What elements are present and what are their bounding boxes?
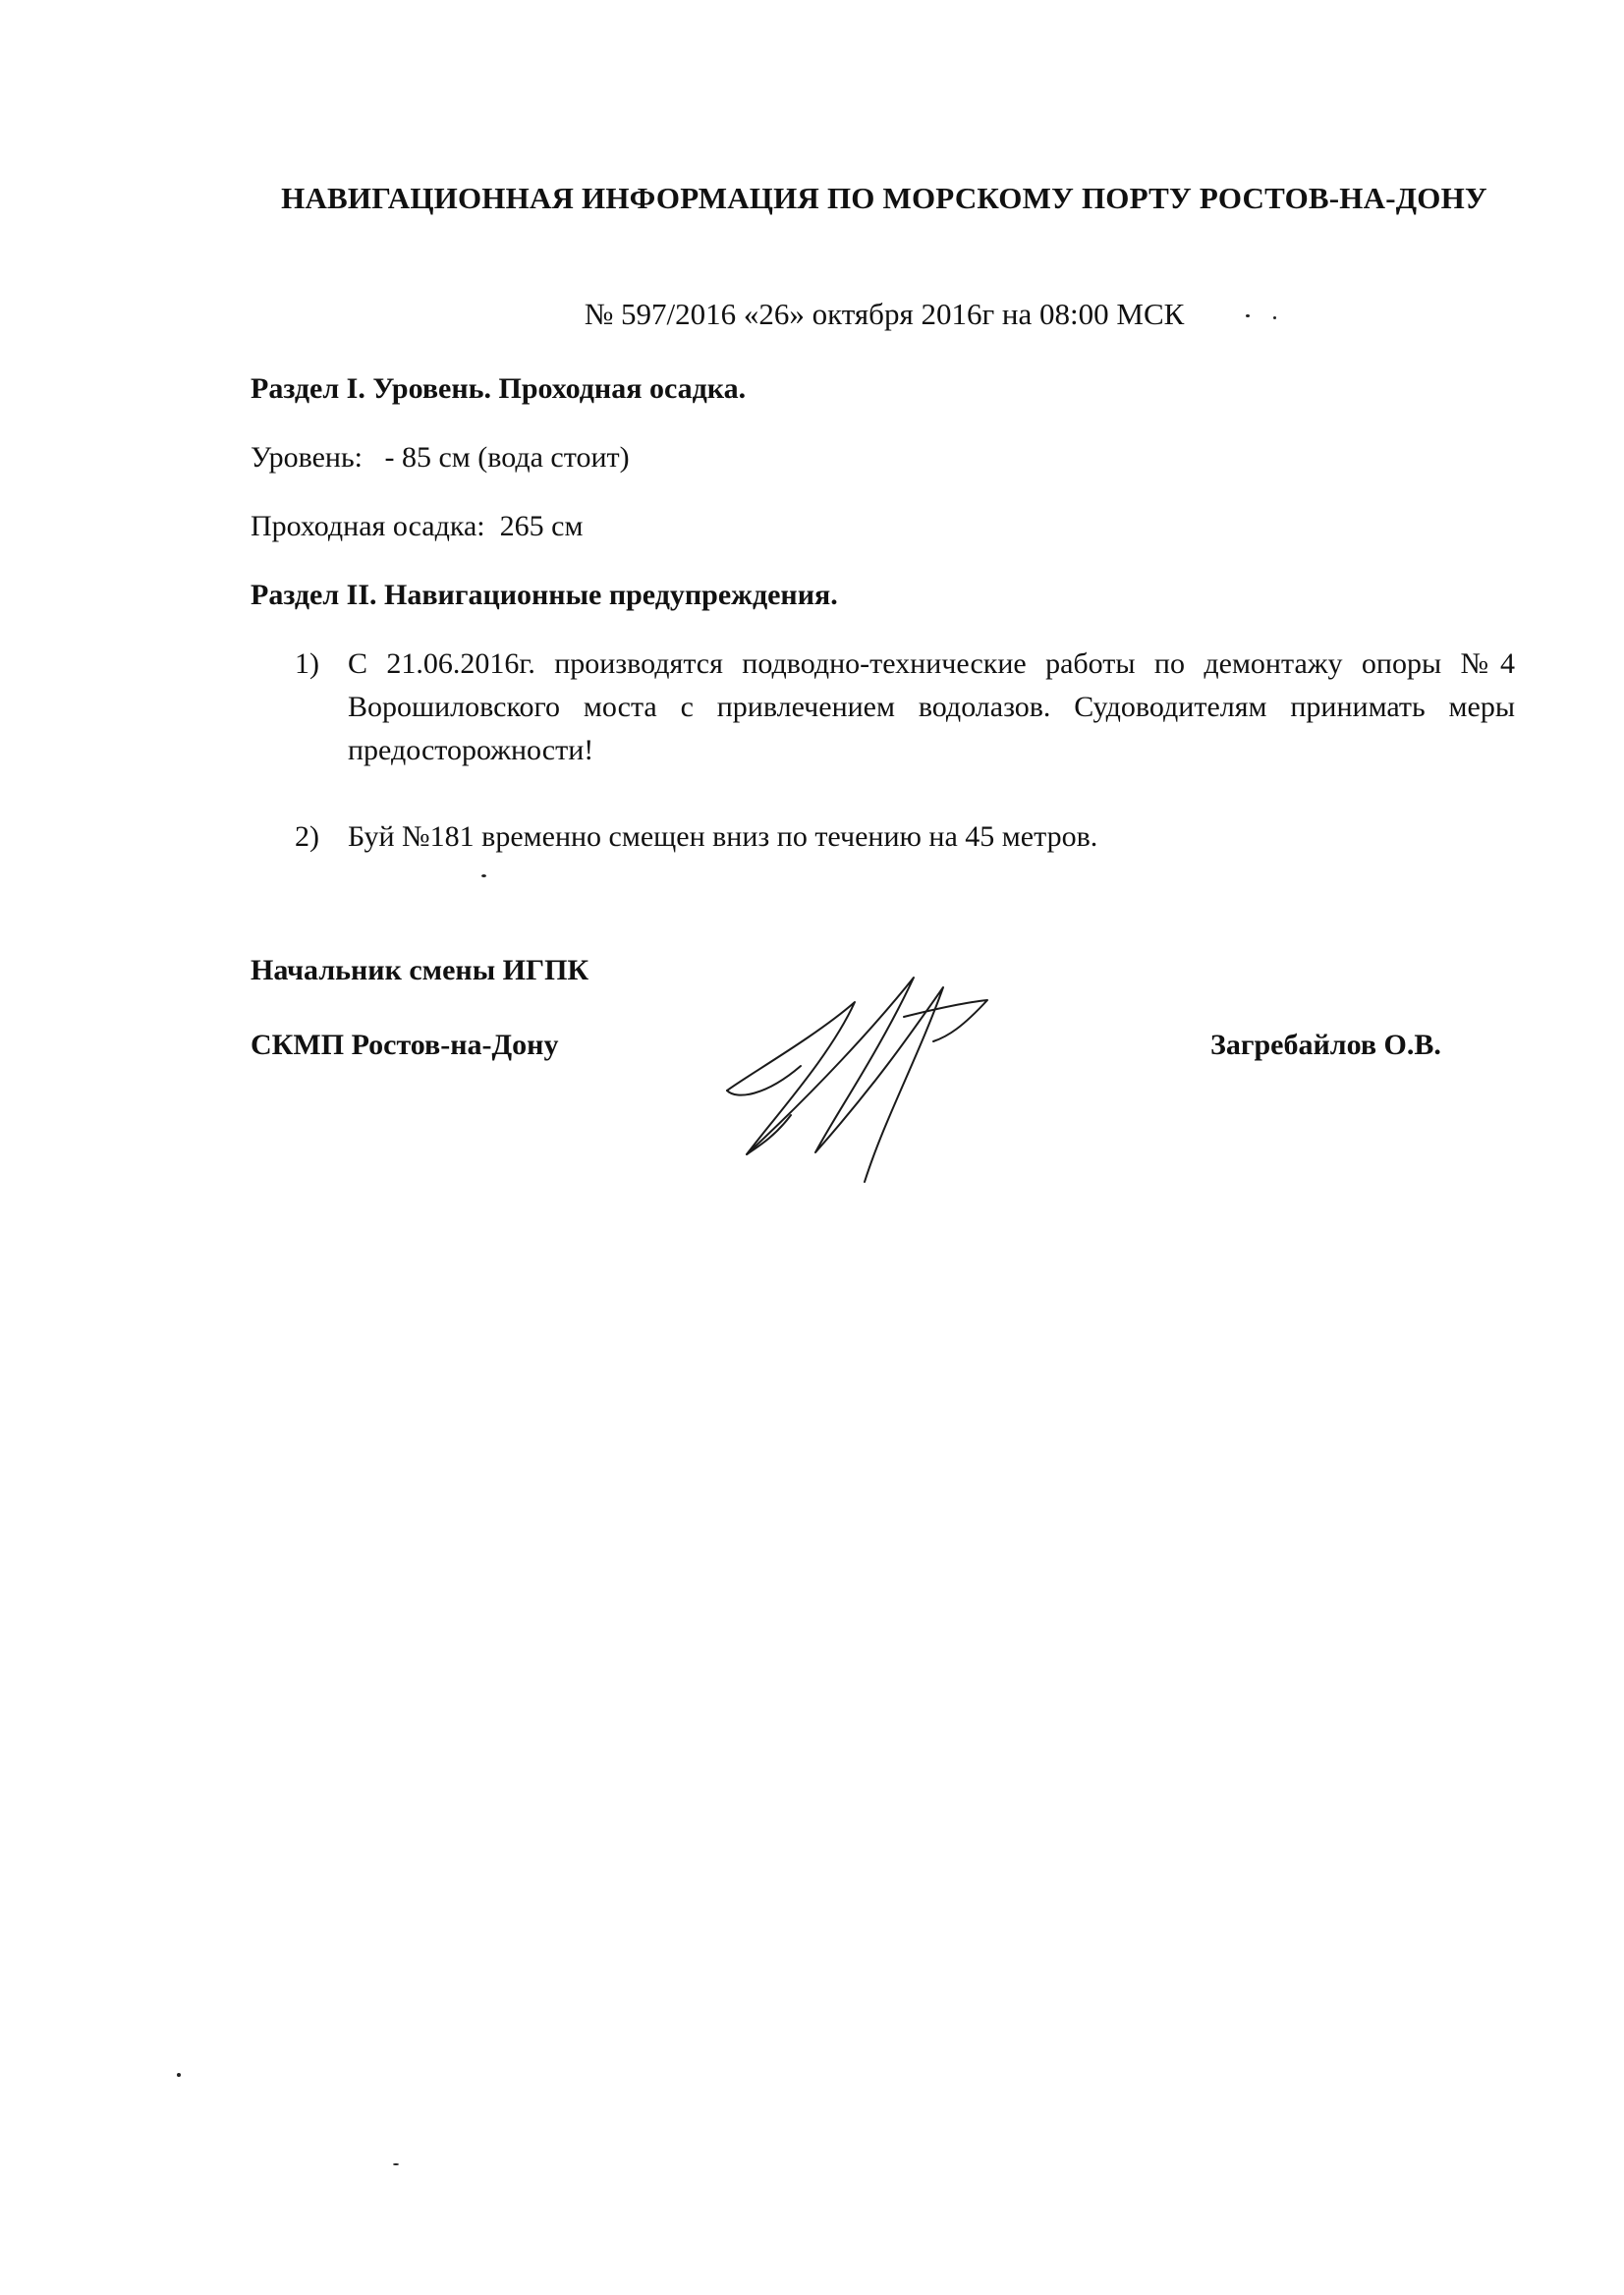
warning-item-number: 2): [295, 820, 319, 853]
warning-item: [295, 643, 1515, 772]
warning-item-text: Буй №181 временно смещен вниз по течению на 45 метров.: [348, 820, 1098, 853]
signer-position-line2: СКМП Ростов-на-Дону: [251, 1029, 559, 1061]
water-level-line: Уровень: - 85 см (вода стоит): [251, 441, 630, 474]
scan-speck: [393, 2163, 399, 2165]
warning-item-text: С 21.06.2016г. производятся подводно-технические работы по демонтажу опоры №4 Ворошиловского моста с привлечением водолазов. Судоводителям принимать меры предосторожности!: [348, 647, 1515, 766]
document-title: НАВИГАЦИОННАЯ ИНФОРМАЦИЯ ПО МОРСКОМУ ПОРТУ РОСТОВ-НА-ДОНУ: [281, 181, 1487, 215]
scan-speck: [1246, 314, 1250, 317]
scan-speck: [1273, 316, 1276, 319]
document-number: № 597/2016 «26» октября 2016г на 08:00 МСК: [584, 297, 1185, 331]
scan-speck: [481, 874, 486, 877]
handwritten-signature: [707, 968, 1012, 1189]
warning-item: [295, 815, 1515, 859]
scan-speck: [177, 2073, 181, 2077]
signer-position-line1: Начальник смены ИГПК: [251, 954, 589, 986]
section-2-heading: Раздел II. Навигационные предупреждения.: [251, 579, 838, 611]
signer-name: Загребайлов О.В.: [1210, 1029, 1441, 1061]
passage-draft-line: Проходная осадка: 265 см: [251, 510, 584, 542]
warning-item-number: 1): [295, 647, 319, 680]
section-1-heading: Раздел I. Уровень. Проходная осадка.: [251, 372, 747, 405]
